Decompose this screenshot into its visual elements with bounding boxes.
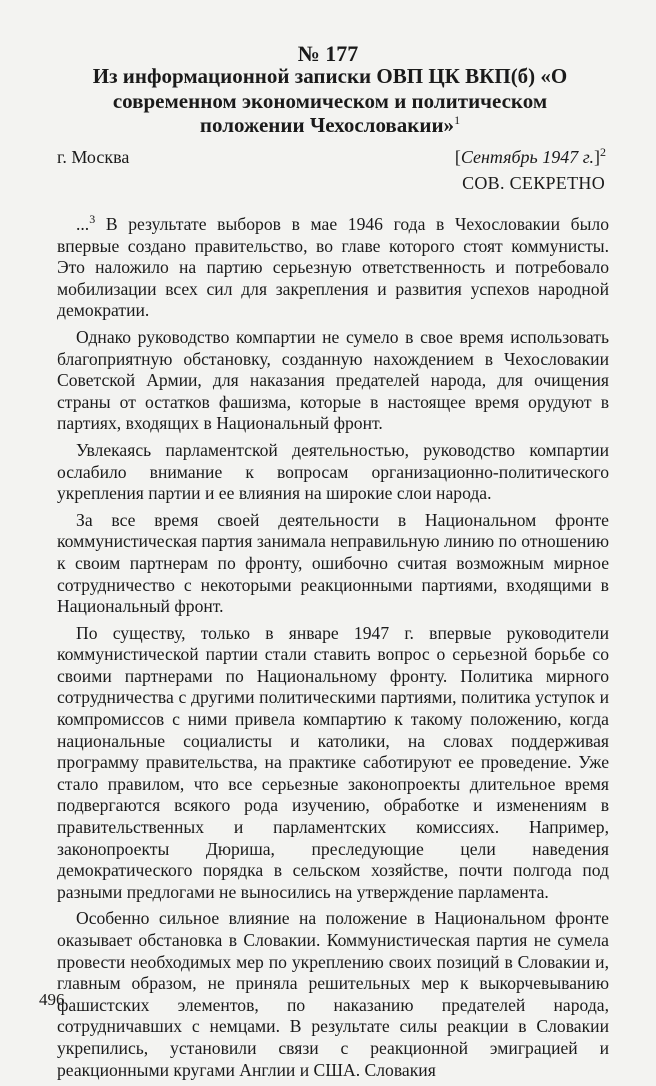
document-date-text: Сентябрь 1947 г. [460,147,594,167]
paragraph-1 [57,214,609,322]
paragraph-3: Увлекаясь парламентской деятельностью, руководство компартии ослабило внимание к вопросам организационно-политического укрепления партии и ее влияния на широкие слои народа. [57,439,609,504]
document-number: № 177 [297,41,359,66]
page-number: 496 [39,990,65,1009]
date-footnote-marker: 2 [600,145,606,159]
title-footnote-marker: 1 [454,113,461,127]
classification-stamp: СОВ. СЕКРЕТНО [462,173,605,193]
omission-mark: ... [76,214,90,234]
document-body [57,214,609,1086]
document-place: г. Москва [57,147,130,167]
document-date: [Сентябрь 1947 г.]$^2$ [454,145,606,167]
paragraph-1-text: В результате выборов в мае 1946 года в Чехословакии было впервые создано правительство, во главе которого стоят коммунисты. Это наложило на партию серьезную ответственность и потребовало мобилизации всех сил для закрепления и развития успехов народной демократии. [57,214,609,321]
omission-footnote-marker: 3 [89,212,96,227]
paragraph-5: По существу, только в январе 1947 г. впервые руководители коммунистической партии стали ставить вопрос о серьезной борьбе со своими партнерами по Национальному фронту. Политика мирного сотрудничества с другими политическими партиями, политика уступок и компромиссов с ними привела компартию к такому положению, когда национальные социалисты и католики, на словах поддерживая программу правительства, на практике саботируют ее проведение. Уже стало правилом, что все серьезные законопроекты длительное время подвергаются всякого рода изучению, обработке и изменениям в правительственных и парламентских комиссиях. Например, законопроекты Дюриша, преследующие цели наведения демократического порядка в сельском хозяйстве, почти полгода под разными предлогами не выносились на утверждение парламента. [57,622,609,902]
paragraph-6: Особенно сильное влияние на положение в Национальном фронте оказывает обстановка в Словакии. Коммунистическая партия не сумела провести необходимых мер по укреплению своих позиций в Словакии и, главным образом, не приняла решительных мер к выкорчевыванию фашистских элементов, по наказанию предателей народа, сотрудничавших с немцами. В результате силы реакции в Словакии укрепились, установили связи с реакционной эмиграцией и реакционными кругами Англии и США. Словакия [57,908,609,1080]
document-title-text: Из информационной записки ОВП ЦК ВКП(б) «О современном экономическом и политическом положении Чехословакии» [92,64,568,137]
document-title [60,64,600,138]
paragraph-4: За все время своей деятельности в Национальном фронте коммунистическая партия занимала неправильную линию по отношению к своим партнерам по фронту, ошибочно считая возможным мирное сотрудничество с некоторыми реакционными партиями, входящими в Национальный фронт. [57,509,609,617]
paragraph-2: Однако руководство компартии не сумело в свое время использовать благоприятную обстановку, созданную нахождением в Чехословакии Советской Армии, для наказания предателей народа, для очищения страны от остатков фашизма, которые в настоящее время орудуют в партиях, входящих в Национальный фронт. [57,326,609,434]
